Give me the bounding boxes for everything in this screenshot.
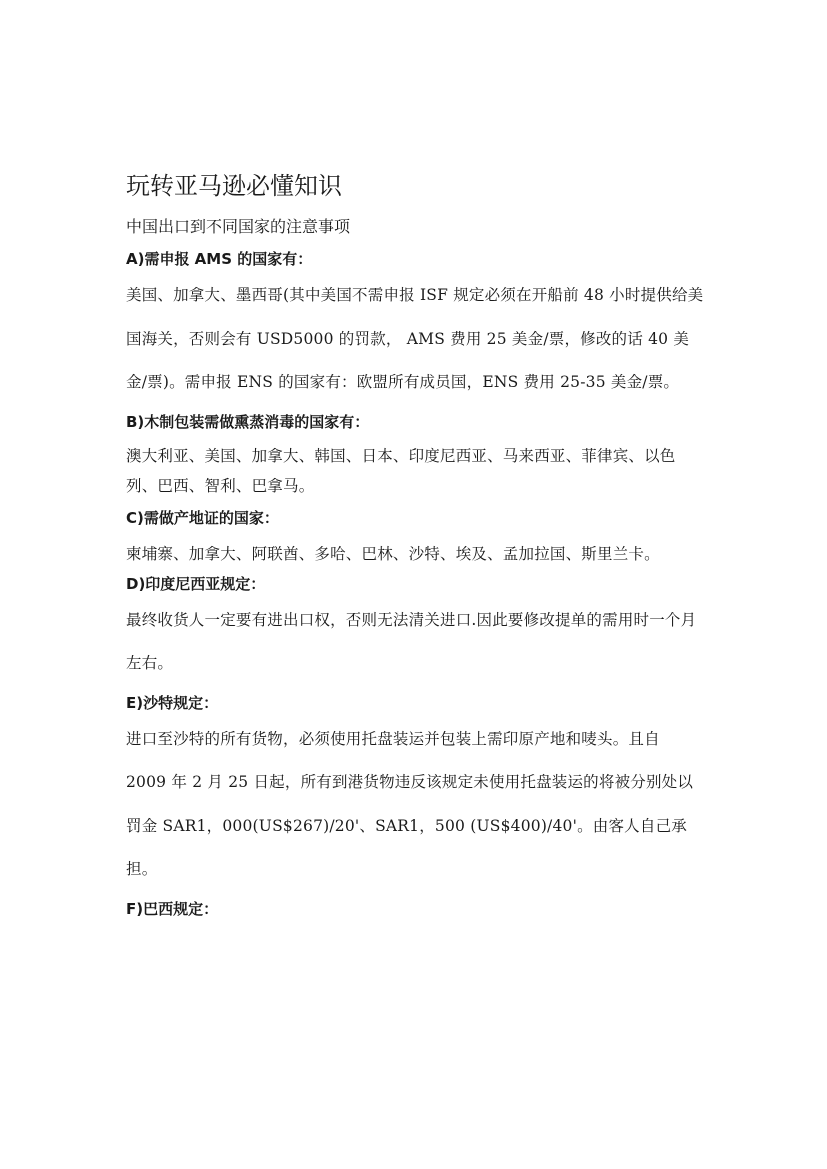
document-title: 玩转亚马逊必懂知识 — [126, 172, 342, 200]
section-heading: A)需申报 AMS 的国家有： — [126, 250, 313, 268]
document-page — [126, 170, 704, 920]
section-b — [126, 411, 704, 501]
section-heading: C)需做产地证的国家： — [126, 508, 279, 527]
section-c — [126, 507, 704, 569]
section-heading: D)印度尼西亚规定： — [126, 574, 266, 593]
section-d — [126, 573, 704, 686]
document-subtitle: 中国出口到不同国家的注意事项 — [126, 217, 351, 236]
section-body: 柬埔寨、加拿大、阿联酋、多哈、巴林、沙特、埃及、孟加拉国、斯里兰卡。 — [126, 544, 660, 563]
section-e — [126, 692, 704, 892]
section-heading: E)沙特规定： — [126, 693, 219, 712]
section-body: 澳大利亚、美国、加拿大、韩国、日本、印度尼西亚、马来西亚、菲律宾、以色列、巴西、智利、巴拿马。 — [126, 446, 676, 495]
section-body: 最终收货人一定要有进出口权，否则无法清关进口.因此要修改提单的需用时一个月左右。 — [126, 610, 697, 672]
section-heading: F)巴西规定： — [126, 899, 219, 918]
section-body: 进口至沙特的所有货物，必须使用托盘装运并包装上需印原产地和唛头。且自 2009 年 2 月 25 日起，所有到港货物违反该规定未使用托盘装运的将被分别处以罚金 SAR1，000(US$267)/20'、SAR1，500 (US$400)/40'。由客人自己承担。 — [126, 729, 694, 878]
section-body: 美国、加拿大、墨西哥(其中美国不需申报 ISF 规定必须在开船前 48 小时提供给美国海关，否则会有 USD5000 的罚款， AMS 费用 25 美金/票，修改的话 40 美金/票)。需申报 ENS 的国家有：欧盟所有成员国，ENS 费用 25-35 美金/票。 — [126, 286, 704, 391]
section-a — [126, 248, 704, 405]
section-heading: B)木制包装需做熏蒸消毒的国家有： — [126, 412, 370, 431]
section-f — [126, 898, 704, 920]
